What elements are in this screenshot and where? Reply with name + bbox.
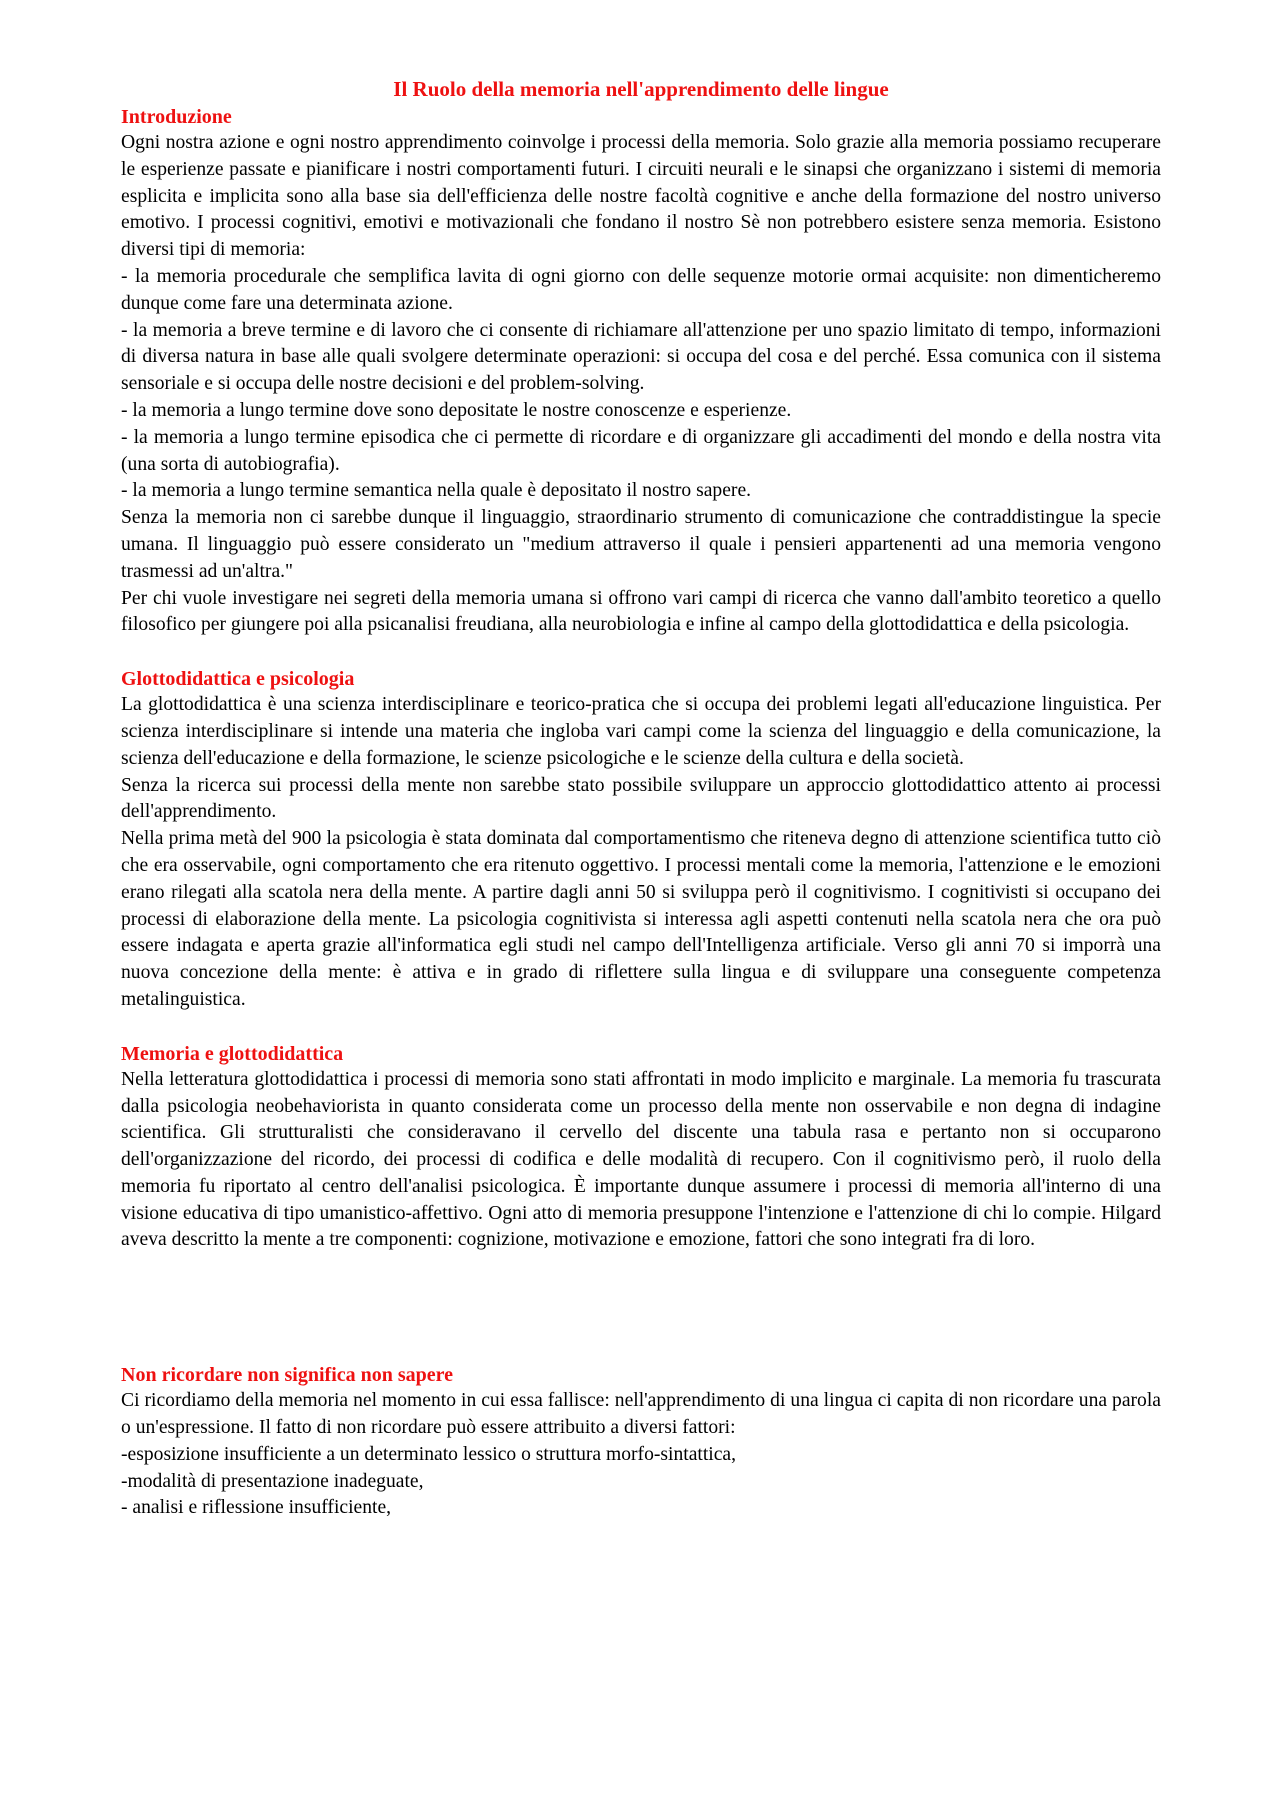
heading-glottodidattica: Glottodidattica e psicologia	[121, 668, 355, 691]
section-gap-large	[121, 1254, 1161, 1362]
memory-type-lungo-termine: - la memoria a lungo termine dove sono depositate le nostre conoscenze e esperienze.	[121, 399, 792, 421]
glotto-paragraph-2: Senza la ricerca sui processi della mente non sarebbe stato possibile sviluppare un approccio glottodidattico attento ai processi dell'apprendimento.	[121, 774, 1161, 823]
factor-list-item: -esposizione insufficiente a un determinato lessico o struttura morfo-sintattica,	[121, 1443, 737, 1465]
intro-paragraph-2: Senza la memoria non ci sarebbe dunque il linguaggio, straordinario strumento di comunicazione che contraddistingue la specie umana. Il linguaggio può essere considerato un "medium attraverso il quale i pensieri appartenenti ad una memoria vengono trasmessi ad un'altra."	[121, 507, 1161, 582]
memory-type-breve-termine: - la memoria a breve termine e di lavoro che ci consente di richiamare all'attenzione per uno spazio limitato di tempo, informazioni di diversa natura in base alle quali svolgere determinate operazioni: si occupa del cosa e del perché. Essa comunica con il sistema sensoriale e si occupa delle nostre decisioni e del problem-solving.	[121, 319, 1161, 395]
document-title: Il Ruolo della memoria nell'apprendimento delle lingue	[393, 77, 889, 101]
glotto-paragraph-3: Nella prima metà del 900 la psicologia è stata dominata dal comportamentismo che riteneva degno di attenzione scientifica tutto ciò che era osservabile, ogni comportamento che era ritenuto oggettivo. I processi mentali come la memoria, l'attenzione e le emozioni erano rilegati alla scatola nera della mente. A partire dagli anni 50 si sviluppa però il cognitivismo. I cognitivisti si occupano dei processi di elaborazione della mente. La psicologia cognitivista si interessa agli aspetti contenuti nella scatola nera che ora può essere indagata e aperta grazie all'informatica egli studi nel campo dell'Intelligenza artificiale. Verso gli anni 70 si imporrà una nuova concezione della mente: è attiva e in grado di riflettere sulla lingua e di sviluppare una conseguente competenza metalinguistica.	[121, 828, 1161, 1010]
document-body	[121, 74, 1161, 1522]
heading-non-ricordare: Non ricordare non significa non sapere	[121, 1364, 454, 1387]
heading-memoria-glottodidattica: Memoria e glottodidattica	[121, 1042, 344, 1065]
section-gap	[121, 639, 1161, 666]
intro-paragraph-1: Ogni nostra azione e ogni nostro apprendimento coinvolge i processi della memoria. Solo grazie alla memoria possiamo recuperare le esperienze passate e pianificare i nostri comportamenti futuri. I circuiti neurali e le sinapsi che organizzano i sistemi di memoria esplicita e implicita sono alla base sia dell'efficienza delle nostre facoltà cognitive e anche della formazione del nostro universo emotivo. I processi cognitivi, emotivi e motivazionali che fondano il nostro Sè non potrebbero esistere senza memoria. Esistono diversi tipi di memoria:	[121, 132, 1161, 261]
intro-paragraph-3: Per chi vuole investigare nei segreti della memoria umana si offrono vari campi di ricerca che vanno dall'ambito teoretico a quello filosofico per giungere poi alla psicanalisi freudiana, alla neurobiologia e infine al campo della glottodidattica e della psicologia.	[121, 587, 1161, 636]
factor-list-item: - analisi e riflessione insufficiente,	[121, 1497, 392, 1519]
glotto-paragraph-1: La glottodidattica è una scienza interdisciplinare e teorico-pratica che si occupa dei problemi legati all'educazione linguistica. Per scienza interdisciplinare si intende una materia che ingloba vari campi come la scienza del linguaggio e della comunicazione, la scienza dell'educazione e della formazione, le scienze psicologiche e le scienze della cultura e della società.	[121, 694, 1161, 769]
memory-type-procedurale: - la memoria procedurale che semplifica lavita di ogni giorno con delle sequenze motorie ormai acquisite: non dimenticheremo dunque come fare una determinata azione.	[121, 265, 1161, 314]
memoria-paragraph-1: Nella letteratura glottodidattica i processi di memoria sono stati affrontati in modo implicito e marginale. La memoria fu trascurata dalla psicologia neobehaviorista in quanto considerata come un processo della mente non osservabile e non degna di indagine scientifica. Gli strutturalisti che consideravano il cervello del discente una tabula rasa e pertanto non si occuparono dell'organizzazione del ricordo, dei processi di codifica e delle modalità di recupero. Con il cognitivismo però, il ruolo della memoria fu riportato al centro dell'analisi psicologica. È importante dunque assumere i processi di memoria all'interno di una visione educativa di tipo umanistico-affettivo. Ogni atto di memoria presuppone l'intenzione e l'attenzione di chi lo compie. Hilgard aveva descritto la mente a tre componenti: cognizione, motivazione e emozione, fattori che sono integrati fra di loro.	[121, 1068, 1161, 1251]
memory-type-episodica: - la memoria a lungo termine episodica che ci permette di ricordare e di organizzare gli accadimenti del mondo e della nostra vita (una sorta di autobiografia).	[121, 426, 1161, 475]
heading-introduzione: Introduzione	[121, 106, 232, 128]
ricordare-paragraph-1: Ci ricordiamo della memoria nel momento in cui essa fallisce: nell'apprendimento di una lingua ci capita di non ricordare una parola o un'espressione. Il fatto di non ricordare può essere attribuito a diversi fattori:	[121, 1390, 1161, 1439]
section-gap	[121, 1014, 1161, 1041]
factor-list-item: -modalità di presentazione inadeguate,	[121, 1470, 424, 1492]
memory-type-semantica: - la memoria a lungo termine semantica nella quale è depositato il nostro sapere.	[121, 480, 752, 502]
